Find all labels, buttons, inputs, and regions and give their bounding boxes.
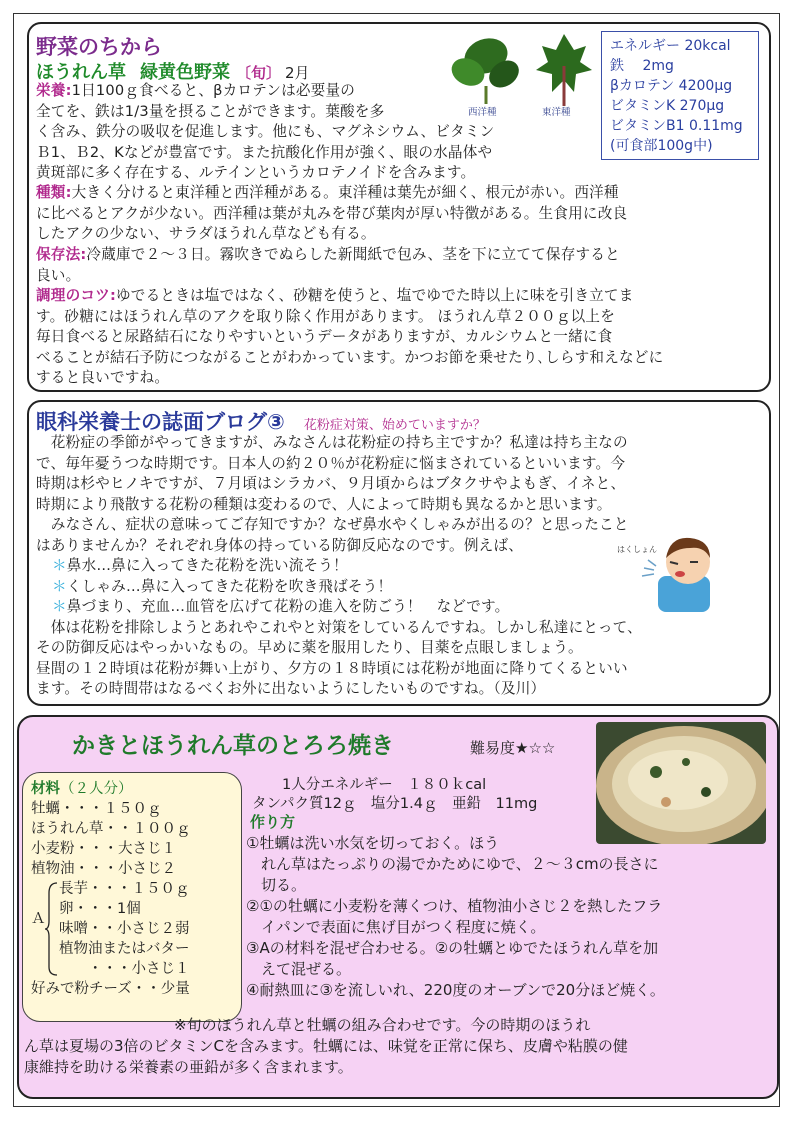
group-label: Ａ: [31, 911, 46, 927]
recipe-nutrients: タンパク質12ｇ 塩分1.4ｇ 亜鉛 11mg: [252, 796, 538, 812]
blog-line: みなさん、症状の意味ってご存知ですか？なぜ鼻水やくしゃみが出るの？と思ったこと: [36, 516, 629, 533]
asterisk-icon: ＊: [52, 557, 67, 574]
nutrition-row: 鉄 2mg: [610, 58, 674, 74]
season-month: 2月: [285, 64, 310, 82]
material-item: 牡蠣・・・１５０ｇ: [31, 801, 162, 817]
group-items: [59, 879, 190, 979]
material-item: 植物油・・・小さじ２: [31, 861, 176, 877]
step-line: イパンで表面に焦げ目がつく程度に焼く。: [246, 918, 546, 936]
blog-heading: [36, 406, 486, 436]
vegetable-name: ほうれん草: [36, 62, 126, 83]
kotsu-line: すると良いですね。: [36, 369, 170, 386]
group-item: 卵・・・1個: [59, 901, 141, 917]
shurui-line: に比べるとアクが少ない。西洋種は葉が丸みを帯び葉肉が厚い特徴がある。生食用に改良: [36, 204, 628, 222]
blog-subtitle: 花粉症対策、始めていますか？: [303, 418, 486, 433]
seedling-east-label: 東洋種: [542, 107, 571, 118]
blog-line: ます。その時間帯はなるべくお外に出ないようにしたいものですね。（及川）: [36, 680, 546, 697]
shurui-label: 種類:: [36, 184, 72, 201]
blog-line: 昼間の１２時頃は花粉が舞い上がり、夕方の１８時頃には花粉が地面に降りてくるといい: [36, 659, 628, 677]
kotsu-line: べることが結石予防につながることがわかっています。かつお節を乗せたり､しらす和えなどに: [36, 348, 664, 366]
asterisk-icon: ＊: [52, 598, 67, 615]
nutrition-paragraph-cont: [36, 122, 626, 184]
group-item: 長芋・・・１５０ｇ: [59, 881, 190, 897]
seedling-west-label: 西洋種: [468, 107, 497, 118]
blog-bullet-text: 鼻水…鼻に入ってきた花粉を洗い流そう！: [66, 557, 348, 574]
season-label: 〔旬〕: [236, 64, 282, 82]
sneeze-text: はくしょん: [617, 545, 657, 554]
cooking-tips-paragraph: [36, 286, 766, 389]
nutrition-row: エネルギー 20kcal: [610, 38, 731, 54]
recipe-title: かきとほうれん草のとろろ焼き: [72, 733, 394, 759]
hozon-line: 良い。: [36, 266, 81, 284]
blog-line: で、毎年憂うつな時期です。日本人の約２０％が花粉症に悩まされているといいます。今: [36, 454, 626, 472]
blog-line: 花粉症の季節がやってきますが、みなさんは花粉症の持ち主ですか？私達は持ち主なの: [36, 434, 628, 451]
nutrition-row: (可食部100g中): [610, 138, 713, 154]
kotsu-label: 調理のコツ:: [36, 287, 117, 304]
blog-line: はありませんか？それぞれ身体の持っている防御反応なのです。例えば、: [36, 536, 524, 554]
materials-servings: （２人分）: [60, 781, 133, 797]
step-line: ③Aの材料を混ぜ合わせる。②の牡蠣とゆでたほうれん草を加: [246, 939, 659, 957]
shurui-line: 大きく分けると東洋種と西洋種がある。東洋種は葉先が細く、根元が赤い。西洋種: [71, 184, 619, 201]
eiyou-line: く含み、鉄分の吸収を促進します。他にも、マグネシウム、ビタミン: [36, 123, 495, 140]
blog-line: 体は花粉を排除しようとあれやこれやと対策をしているんですね。しかし私達にとって、: [36, 618, 642, 636]
step-line: れん草はたっぷりの湯でかためにゆで、２～３cmの長さに: [246, 855, 659, 873]
recipe-nutrition: [252, 776, 537, 814]
asterisk-icon: ＊: [52, 577, 67, 595]
blog-bullet-text: 鼻づまり、充血…血管を広げて花粉の進入を防ごう！ などです。: [66, 598, 510, 615]
step-line: ④耐熱皿に③を流しいれ、220度のオーブンで20分ほど焼く。: [246, 981, 665, 999]
note-line: ※旬のほうれん草と牡蠣の組み合わせです。今の時期のほうれ: [24, 1016, 591, 1034]
eiyou-line: Ｂ1、Ｂ2、Kなどが豊富です。また抗酸化作用が強く、眼の水晶体や: [36, 143, 493, 161]
hozon-line: 冷蔵庫で２～３日。霧吹きでぬらした新聞紙で包み、茎を下に立てて保存すると: [86, 246, 620, 263]
group-item: 植物油またはバター: [59, 941, 190, 957]
eiyou-line: 1日100ｇ食べると、βカロテンは必要量の: [71, 82, 356, 99]
step-line: 切る。: [246, 876, 307, 894]
group-item: ・・・小さじ１: [59, 961, 190, 977]
kotsu-line: 毎日食べると尿路結石になりやすいというデータがありますが、カルシウムと一緒に食: [36, 328, 613, 345]
steps-title: 作り方: [250, 813, 296, 831]
materials-title: 材料: [31, 781, 60, 797]
types-paragraph: [36, 183, 766, 245]
shurui-line: したアクの少ない、サラダほうれん草なども有る。: [36, 225, 376, 242]
vegetable-section-title: 野菜のちから: [36, 35, 162, 59]
nutrition-paragraph: [36, 81, 596, 122]
note-line: ん草は夏場の3倍のビタミンCを含みます。牡蠣には、味覚を正常に保ち、皮膚や粘膜の健: [24, 1037, 628, 1055]
hozon-label: 保存法:: [36, 246, 87, 263]
step-line: えて混ぜる。: [246, 960, 352, 978]
materials-box: [22, 772, 242, 1022]
storage-paragraph: [36, 245, 766, 286]
nutrition-row: ビタミンB1 0.11mg: [610, 118, 743, 134]
vegetable-category: 緑黄色野菜: [140, 62, 230, 83]
blog-line: 時期により飛散する花粉の種類は変わるので、人によって時期も異なるかと思います。: [36, 495, 612, 513]
blog-line: その防御反応はやっかいなもの。早めに薬を服用したり、目薬を点眼しましょう。: [36, 639, 583, 656]
eiyou-line: 全てを、鉄は1/3量を摂ることができます。葉酸を多: [36, 102, 385, 120]
kotsu-line: ゆでるときは塩ではなく、砂糖を使うと、塩でゆでた時以上に味を引き立てま: [116, 287, 634, 304]
recipe-steps: [246, 812, 665, 1001]
material-group-a: [31, 879, 233, 979]
blog-title: 眼科栄養士の誌面ブログ③: [36, 410, 285, 434]
nutrition-row: ビタミンK 270μg: [610, 98, 725, 114]
brace-icon: [45, 881, 59, 977]
step-line: ②①の牡蠣に小麦粉を薄くつけ、植物油小さじ２を熱したフラ: [246, 897, 663, 915]
recipe-energy: 1人分エネルギー １８０ｋcal: [282, 777, 487, 793]
material-item: ほうれん草・・１００ｇ: [31, 821, 191, 837]
cheese-item: 好みで粉チーズ・・少量: [31, 981, 190, 997]
step-line: ①牡蠣は洗い水気を切っておく。ほう: [246, 834, 500, 852]
note-line: 康維持を助ける栄養素の亜鉛が多く含まれます。: [24, 1058, 353, 1076]
blog-bullet-text: くしゃみ…鼻に入ってきた花粉を吹き飛ばそう！: [66, 577, 393, 595]
eiyou-line: 黄斑部に多く存在する、ルテインというカロテノイドを含みます。: [36, 164, 476, 181]
eiyou-label: 栄養:: [36, 82, 72, 99]
recipe-difficulty: 難易度★☆☆: [470, 739, 556, 757]
group-item: 味噌・・小さじ２弱: [59, 921, 190, 937]
recipe-note: [24, 1015, 628, 1078]
blog-line: 時期は杉やヒノキですが、７月頃はシラカバ、９月頃からはブタクサやよもぎ、イネと、: [36, 475, 626, 492]
sneezing-boy-illustration: [640, 530, 730, 612]
kotsu-line: す。砂糖にはほうれん草のアクを取り除く作用があります。 ほうれん草２００ｇ以上を: [36, 307, 616, 325]
nutrition-row: βカロテン 4200μg: [610, 78, 733, 94]
material-item: 小麦粉・・・大さじ１: [31, 841, 176, 857]
